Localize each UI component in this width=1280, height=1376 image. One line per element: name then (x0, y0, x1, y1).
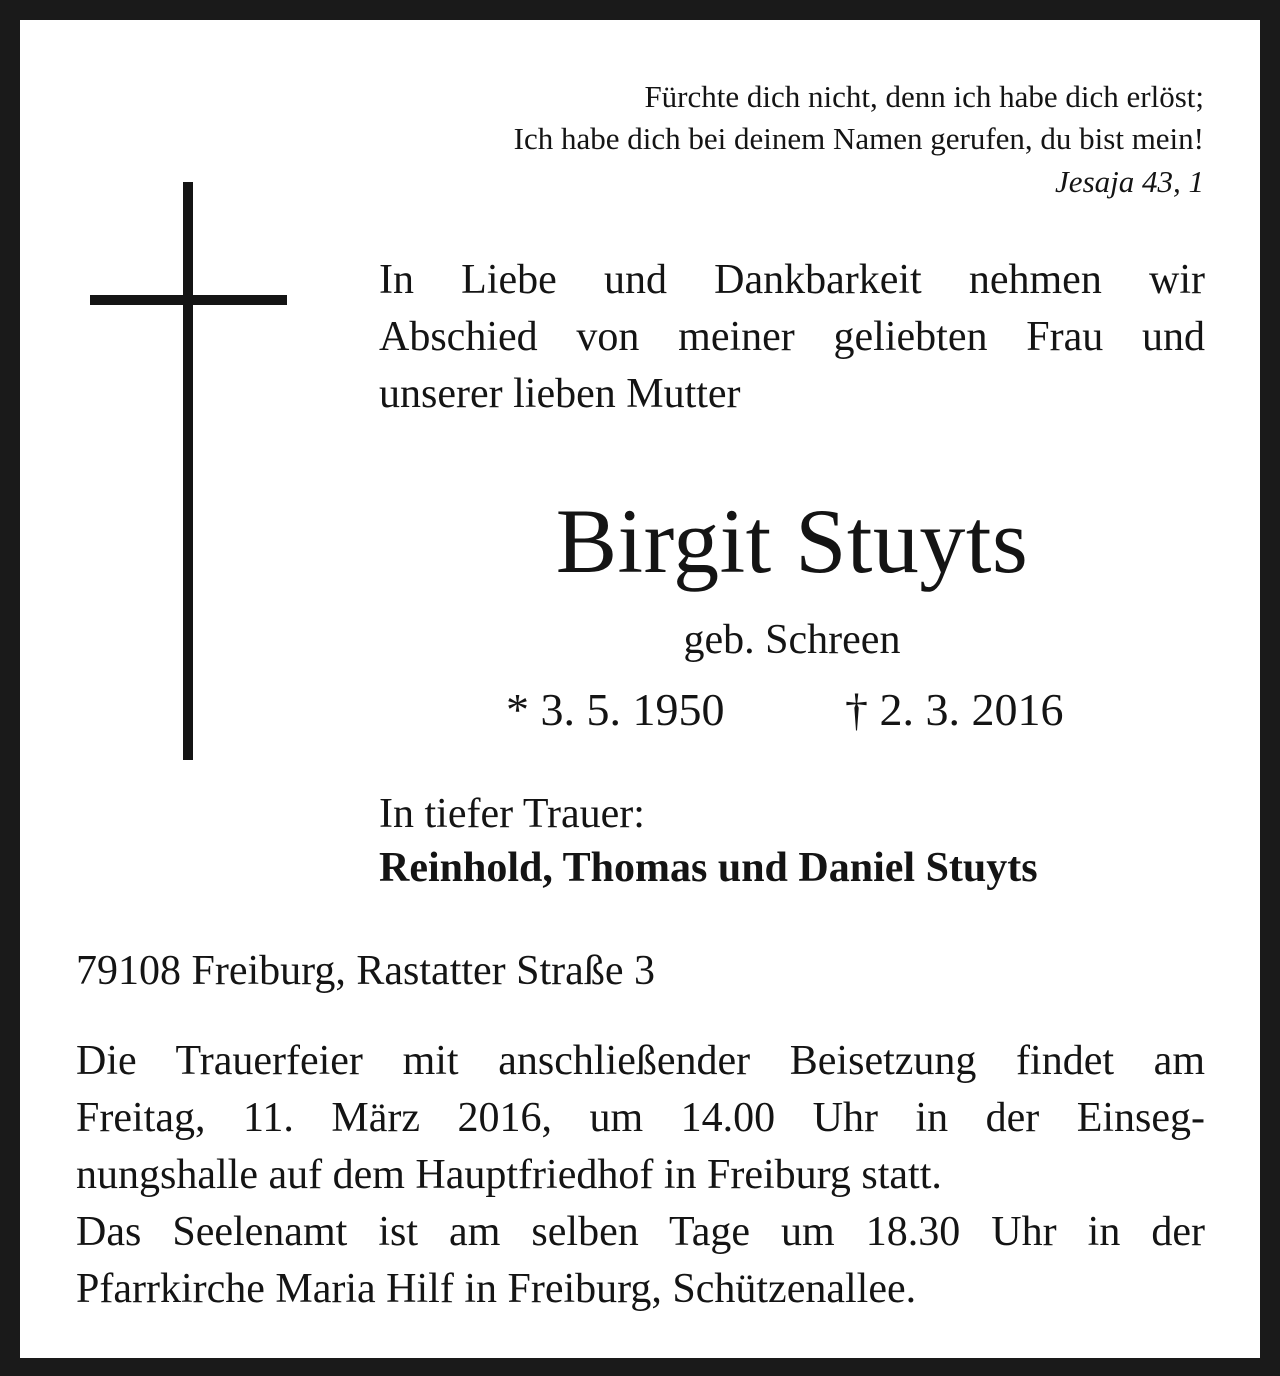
service-line-5: Pfarrkirche Maria Hilf in Freiburg, Schützenallee. (76, 1266, 917, 1312)
mourning-label: In tiefer Trauer: (379, 791, 645, 837)
cross-horizontal-beam (90, 295, 287, 305)
intro-line-2: Abschied von meiner geliebten Frau und (379, 314, 1205, 360)
intro-line-1: In Liebe und Dankbarkeit nehmen wir (379, 257, 1205, 303)
address: 79108 Freiburg, Rastatter Straße 3 (76, 948, 655, 994)
maiden-name: geb. Schreen (683, 617, 901, 663)
verse-reference: Jesaja 43, 1 (1055, 164, 1204, 199)
service-line-2: Freitag, 11. März 2016, um 14.00 Uhr in der Einseg- (76, 1095, 1205, 1141)
cross-vertical-beam (183, 182, 193, 760)
service-line-1: Die Trauerfeier mit anschließender Beisetzung findet am (76, 1038, 1205, 1084)
mourner-names: Reinhold, Thomas und Daniel Stuyts (379, 845, 1038, 891)
verse-line-2: Ich habe dich bei deinem Namen gerufen, du bist mein! (513, 121, 1204, 156)
death-date: † 2. 3. 2016 (845, 684, 1064, 735)
verse-line-1: Fürchte dich nicht, denn ich habe dich erlöst; (644, 79, 1204, 114)
birth-date: * 3. 5. 1950 (506, 684, 725, 735)
service-line-4: Das Seelenamt ist am selben Tage um 18.30 Uhr in der (76, 1209, 1205, 1255)
service-line-3: nungshalle auf dem Hauptfriedhof in Freiburg statt. (76, 1152, 942, 1198)
deceased-name: Birgit Stuyts (555, 490, 1029, 592)
intro-line-3: unserer lieben Mutter (379, 371, 741, 417)
